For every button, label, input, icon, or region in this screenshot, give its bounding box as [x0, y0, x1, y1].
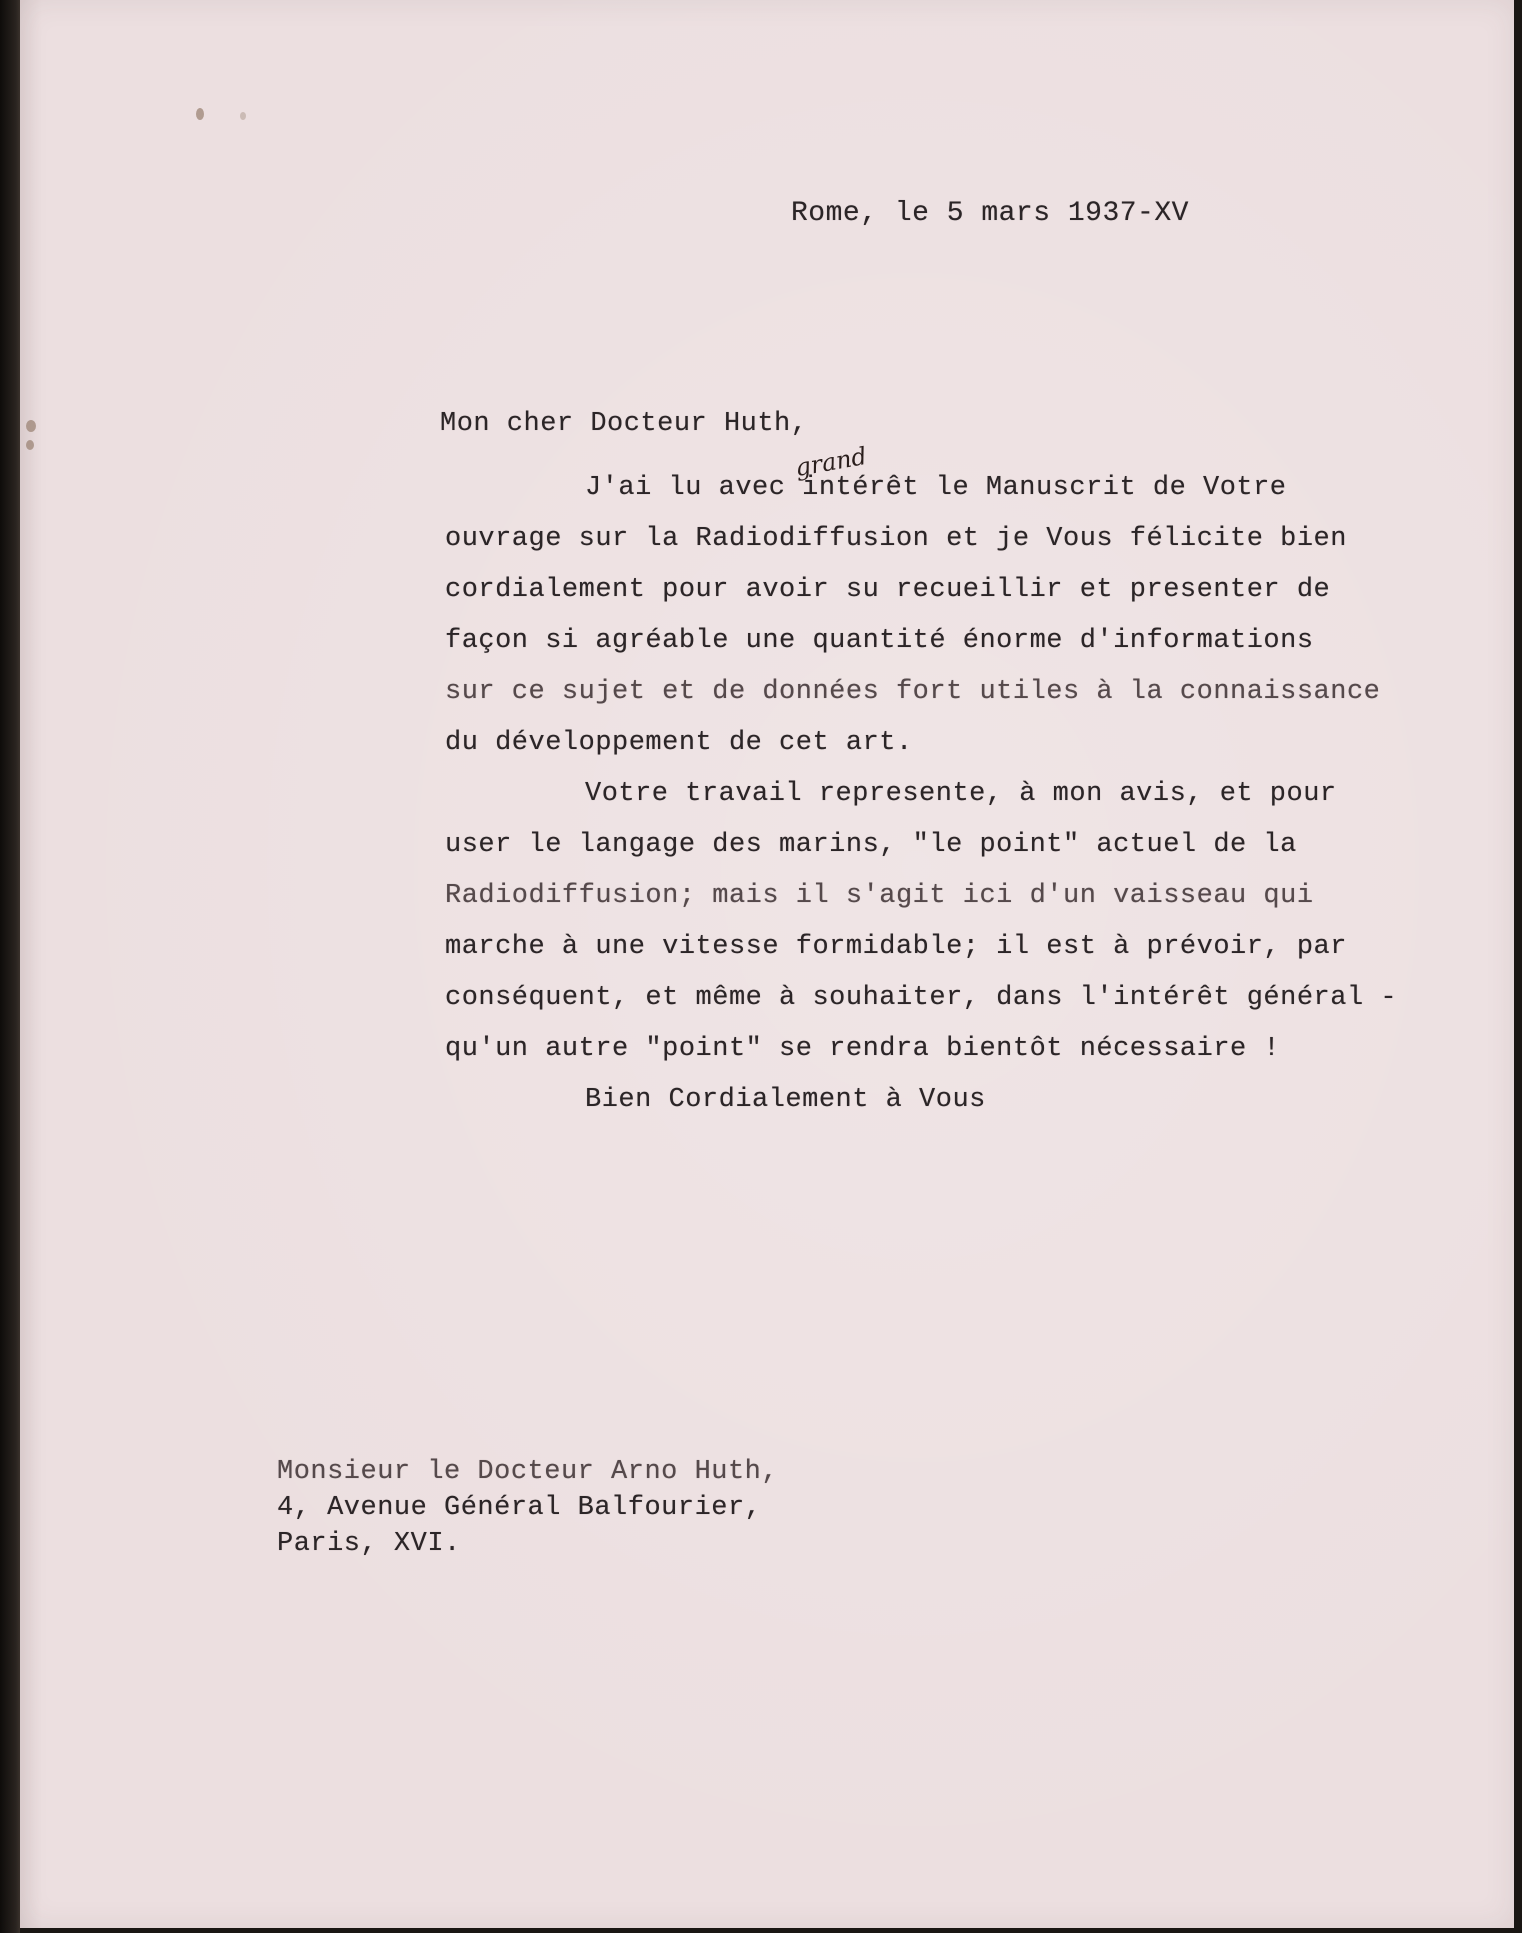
paragraph-line: façon si agréable une quantité énorme d'informations — [445, 626, 1314, 656]
paragraph-line: qu'un autre "point" se rendra bientôt nécessaire ! — [445, 1034, 1281, 1064]
salutation: Mon cher Docteur Huth, — [440, 409, 808, 439]
paragraph-line: user le langage des marins, "le point" actuel de la — [445, 830, 1297, 860]
letter-page — [20, 0, 1514, 1928]
paragraph-line: cordialement pour avoir su recueillir et presenter de — [445, 575, 1331, 605]
paragraph-line: ouvrage sur la Radiodiffusion et je Vous félicite bien — [445, 524, 1347, 554]
address-line: 4, Avenue Général Balfourier, — [277, 1493, 762, 1523]
paragraph-line: marche à une vitesse formidable; il est à prévoir, par — [445, 932, 1347, 962]
margin-spot — [26, 440, 34, 450]
paragraph-line: J'ai lu avec intérêt le Manuscrit de Votre — [585, 473, 1287, 503]
dateline: Rome, le 5 mars 1937-XV — [791, 198, 1189, 229]
address-line: Paris, XVI. — [277, 1529, 461, 1559]
scanner-background-edge — [0, 0, 20, 1933]
margin-spot — [196, 108, 204, 120]
paragraph-line: du développement de cet art. — [445, 728, 913, 758]
margin-spot — [26, 420, 36, 432]
address-line: Monsieur le Docteur Arno Huth, — [277, 1457, 779, 1487]
paragraph-line: Radiodiffusion; mais il s'agit ici d'un vaisseau qui — [445, 881, 1314, 911]
paragraph-line: conséquent, et même à souhaiter, dans l'intérêt général - — [445, 983, 1398, 1013]
margin-spot — [240, 112, 246, 120]
paragraph-line: Votre travail represente, à mon avis, et pour — [585, 779, 1337, 809]
paragraph-line: sur ce sujet et de données fort utiles à la connaissance — [445, 677, 1381, 707]
handwritten-insertion: grand — [793, 441, 869, 483]
closing: Bien Cordialement à Vous — [585, 1085, 986, 1115]
